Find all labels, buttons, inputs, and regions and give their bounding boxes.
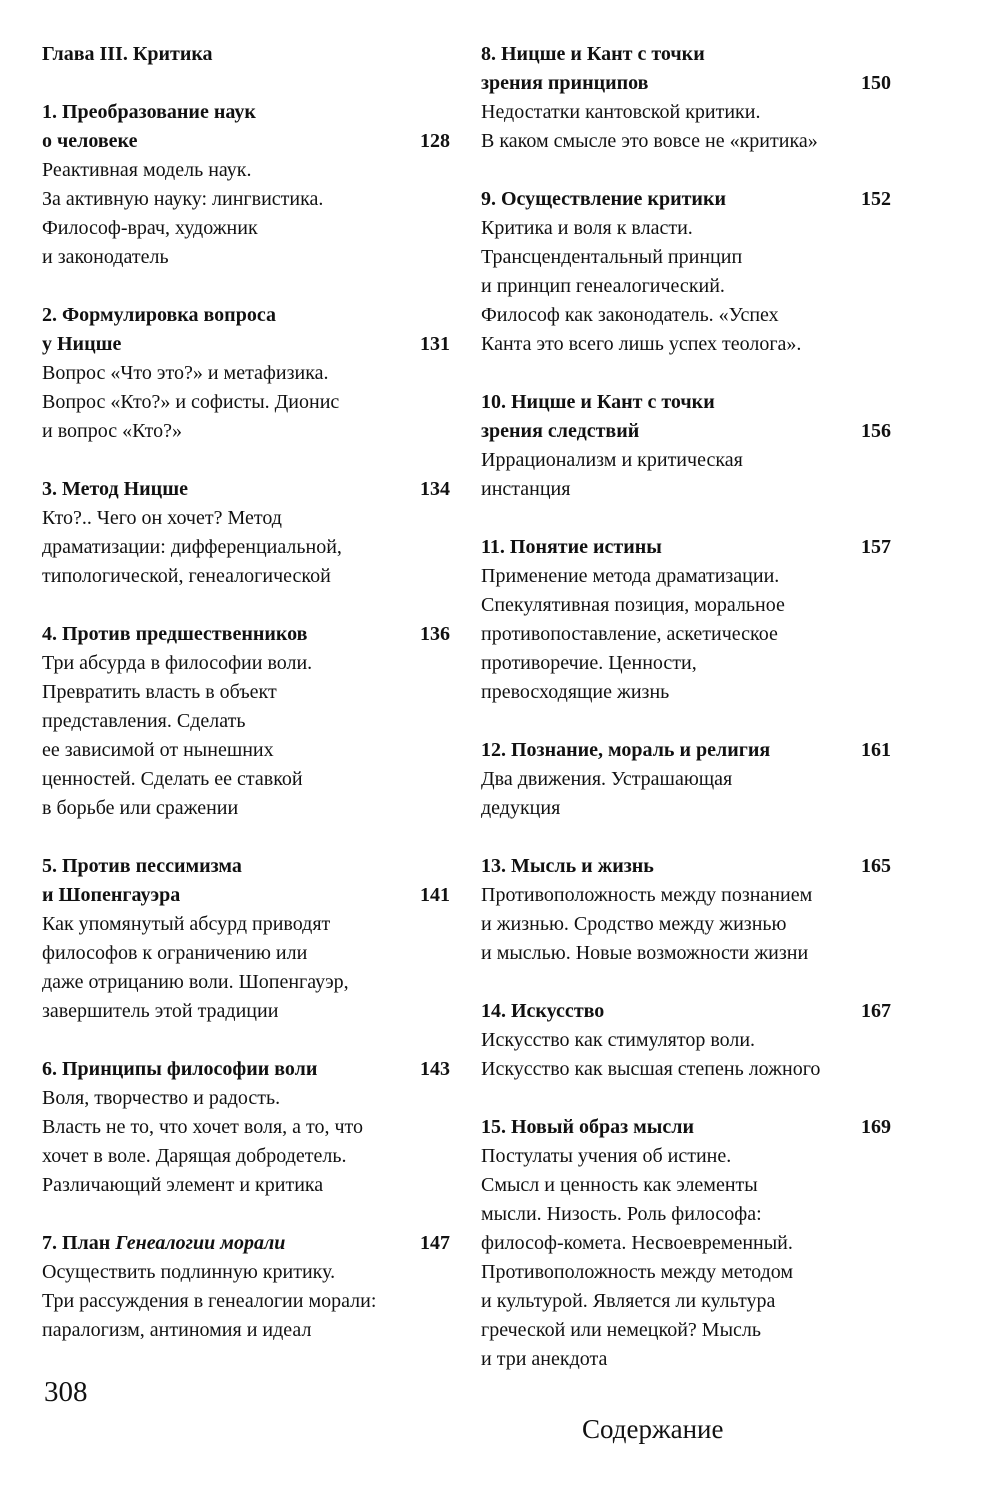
toc-entry-description-line: противопоставление, аскетическое [481, 623, 778, 645]
toc-entry-description-line: и три анекдота [481, 1348, 608, 1370]
toc-entry-description-line: Применение метода драматизации. [481, 565, 780, 587]
toc-page-number: 167 [861, 1000, 891, 1022]
toc-entry-title [481, 40, 891, 98]
toc-entry-description-line: Различающий элемент и критика [42, 1174, 324, 1196]
toc-entry [481, 185, 891, 359]
toc-entry-description [481, 98, 891, 156]
toc-entry-title-line: 9. Осуществление критики [481, 188, 726, 210]
toc-entry-description-line: Вопрос «Что это?» и метафизика. [42, 362, 329, 384]
toc-entry-description [481, 1026, 891, 1084]
toc-entry-title-line: 2. Формулировка вопроса [42, 304, 276, 326]
toc-page-number: 147 [420, 1232, 450, 1254]
toc-entry-description-line: философов к ограничению или [42, 942, 308, 964]
toc-entry-description-line: За активную науку: лингвистика. [42, 188, 324, 210]
toc-entry-description-line: греческой или немецкой? Мысль [481, 1319, 761, 1341]
toc-entry-title-line: и Шопенгауэра [42, 884, 181, 906]
toc-entry-description [481, 446, 891, 504]
toc-entry-title-line: 12. Познание, мораль и религия [481, 739, 771, 761]
toc-entry-title [481, 997, 891, 1026]
toc-page-number: 157 [861, 536, 891, 558]
toc-entry-title [481, 852, 891, 881]
toc-entry-description-line: дедукция [481, 797, 561, 819]
toc-page-number: 152 [861, 188, 891, 210]
toc-entry-description [42, 504, 450, 591]
toc-entry-description-line: ценностей. Сделать ее ставкой [42, 768, 303, 790]
toc-page-number: 136 [420, 623, 450, 645]
toc-entry-title-line: зрения принципов [481, 72, 649, 94]
toc-entry-description-line: Три рассуждения в генеалогии морали: [42, 1290, 377, 1312]
toc-entry-description-line: и жизнью. Сродство между жизнью [481, 913, 787, 935]
toc-page-number: 150 [861, 72, 891, 94]
toc-entry-title-line: 4. Против предшественников [42, 623, 308, 645]
toc-entry-title [481, 388, 891, 446]
toc-entry-description-line: и принцип генеалогический. [481, 275, 725, 297]
toc-entry [481, 1113, 891, 1374]
toc-entry [481, 852, 891, 968]
toc-entry-description-line: хочет в воле. Дарящая добродетель. [42, 1145, 347, 1167]
toc-entry-description [42, 910, 450, 1026]
toc-entry-description-line: драматизации: дифференциальной, [42, 536, 342, 558]
toc-entry-description-line: философ-комета. Несвоевременный. [481, 1232, 793, 1254]
toc-entry-description-line: Как упомянутый абсурд приводят [42, 913, 331, 935]
toc-entry-description-line: Три абсурда в философии воли. [42, 652, 313, 674]
toc-page-number: 131 [420, 333, 450, 355]
toc-entry-title [42, 1055, 450, 1084]
toc-entry [481, 40, 891, 156]
toc-entry-description-line: В каком смысле это вовсе не «критика» [481, 130, 818, 152]
toc-entry-description-line: Кто?.. Чего он хочет? Метод [42, 507, 282, 529]
toc-entry-title-line: 14. Искусство [481, 1000, 605, 1022]
toc-entry-description-line: Смысл и ценность как элементы [481, 1174, 758, 1196]
toc-entry [481, 997, 891, 1084]
toc-entry-description-line: Недостатки кантовской критики. [481, 101, 761, 123]
toc-entry-description-line: Осуществить подлинную критику. [42, 1261, 336, 1283]
toc-entry-description-line: Искусство как высшая степень ложного [481, 1058, 821, 1080]
right-entries-list [481, 40, 891, 1374]
right-column [481, 40, 891, 1403]
toc-entry-description-line: Воля, творчество и радость. [42, 1087, 281, 1109]
toc-entry-description-line: ее зависимой от нынешних [42, 739, 274, 761]
toc-entry-title-line: у Ницше [42, 333, 122, 355]
toc-entry-description-line: Критика и воля к власти. [481, 217, 693, 239]
toc-entry-title-prefix: 7. План [42, 1232, 116, 1254]
toc-entry [42, 301, 450, 446]
toc-entry-description [42, 649, 450, 823]
toc-entry-description [481, 765, 891, 823]
toc-entry-description [481, 562, 891, 707]
toc-entry-title-line: 10. Ницше и Кант с точки [481, 391, 715, 413]
toc-entry-description [481, 881, 891, 968]
toc-entry-description [42, 1084, 450, 1200]
toc-entry-description-line: Противоположность между познанием [481, 884, 813, 906]
toc-page-number: 128 [420, 130, 450, 152]
left-column [42, 40, 450, 1374]
toc-entry-description [42, 1258, 450, 1345]
toc-page-number: 165 [861, 855, 891, 877]
toc-entry-description-line: Философ как законодатель. «Успех [481, 304, 779, 326]
toc-entry-description-line: Канта это всего лишь успех теолога». [481, 333, 802, 355]
toc-entry [42, 98, 450, 272]
toc-entry-title [42, 301, 450, 359]
toc-entry-title [42, 852, 450, 910]
toc-entry-title-line: 11. Понятие истины [481, 536, 662, 558]
toc-entry-title-line: 8. Ницше и Кант с точки [481, 43, 705, 65]
toc-entry-description-line: противоречие. Ценности, [481, 652, 697, 674]
toc-entry [42, 475, 450, 591]
toc-entry-description-line: мысли. Низость. Роль философа: [481, 1203, 762, 1225]
toc-entry-description-line: Постулаты учения об истине. [481, 1145, 732, 1167]
toc-page-number: 156 [861, 420, 891, 442]
toc-entry-title-line: 1. Преобразование наук [42, 101, 256, 123]
toc-entry-title [481, 185, 891, 214]
toc-entry-title [42, 620, 450, 649]
toc-entry-description-line: Спекулятивная позиция, моральное [481, 594, 785, 616]
toc-entry-description [481, 1142, 891, 1374]
toc-entry-description-line: и мыслью. Новые возможности жизни [481, 942, 809, 964]
toc-entry [42, 852, 450, 1026]
toc-page-number: 134 [420, 478, 450, 500]
toc-entry-description-line: инстанция [481, 478, 571, 500]
toc-entry-description-line: паралогизм, антиномия и идеал [42, 1319, 312, 1341]
toc-entry-description-line: и законодатель [42, 246, 169, 268]
toc-entry [481, 533, 891, 707]
toc-entry [481, 736, 891, 823]
toc-entry-title-line: о человеке [42, 130, 138, 152]
chapter-heading: Глава III. Критика [42, 43, 213, 65]
toc-entry-description-line: Власть не то, что хочет воля, а то, что [42, 1116, 364, 1138]
toc-entry-description-line: Превратить власть в объект [42, 681, 277, 703]
toc-page-number: 161 [861, 739, 891, 761]
toc-entry-description [42, 359, 450, 446]
toc-entry-description-line: Философ-врач, художник [42, 217, 258, 239]
toc-entry-title-italic: Генеалогии морали [115, 1232, 286, 1254]
toc-entry-description-line: Искусство как стимулятор воли. [481, 1029, 756, 1051]
toc-entry-title [42, 475, 450, 504]
toc-entry-description [42, 156, 450, 272]
toc-entry-description-line: завершитель этой традиции [42, 1000, 279, 1022]
toc-entry-title [42, 1229, 450, 1258]
toc-entry-description-line: Иррационализм и критическая [481, 449, 743, 471]
left-entries-list [42, 98, 450, 1345]
toc-entry-title-line: зрения следствий [481, 420, 640, 442]
toc-entry [42, 1229, 450, 1345]
toc-page-number: 141 [420, 884, 450, 906]
toc-entry-description-line: превосходящие жизнь [481, 681, 670, 703]
toc-entry-description-line: и культурой. Является ли культура [481, 1290, 776, 1312]
running-footer: Содержание [582, 1414, 724, 1444]
toc-entry-description-line: в борьбе или сражении [42, 797, 239, 819]
toc-entry-title-line: 6. Принципы философии воли [42, 1058, 318, 1080]
toc-entry [42, 1055, 450, 1200]
toc-entry [42, 620, 450, 823]
toc-entry-title [481, 1113, 891, 1142]
toc-entry-title-line: 15. Новый образ мысли [481, 1116, 695, 1138]
toc-entry-description-line: Вопрос «Кто?» и софисты. Дионис [42, 391, 340, 413]
toc-entry-title-line [42, 1229, 392, 1258]
toc-page-number: 169 [861, 1116, 891, 1138]
toc-entry-title [42, 98, 450, 156]
toc-entry [481, 388, 891, 504]
toc-entry-title-line: 13. Мысль и жизнь [481, 855, 654, 877]
toc-entry-description-line: типологической, генеалогической [42, 565, 331, 587]
toc-entry-description-line: Противоположность между методом [481, 1261, 794, 1283]
toc-entry-title-line: 3. Метод Ницше [42, 478, 188, 500]
page-number: 308 [44, 1376, 88, 1408]
toc-entry-description [481, 214, 891, 359]
toc-entry-description-line: и вопрос «Кто?» [42, 420, 183, 442]
toc-entry-description-line: представления. Сделать [42, 710, 246, 732]
toc-entry-description-line: Два движения. Устрашающая [481, 768, 733, 790]
toc-entry-description-line: Трансцендентальный принцип [481, 246, 743, 268]
toc-entry-title [481, 736, 891, 765]
toc-entry-description-line: даже отрицанию воли. Шопенгауэр, [42, 971, 349, 993]
toc-entry-title [481, 533, 891, 562]
toc-entry-title-line: 5. Против пессимизма [42, 855, 242, 877]
toc-entry-description-line: Реактивная модель наук. [42, 159, 252, 181]
toc-page-number: 143 [420, 1058, 450, 1080]
